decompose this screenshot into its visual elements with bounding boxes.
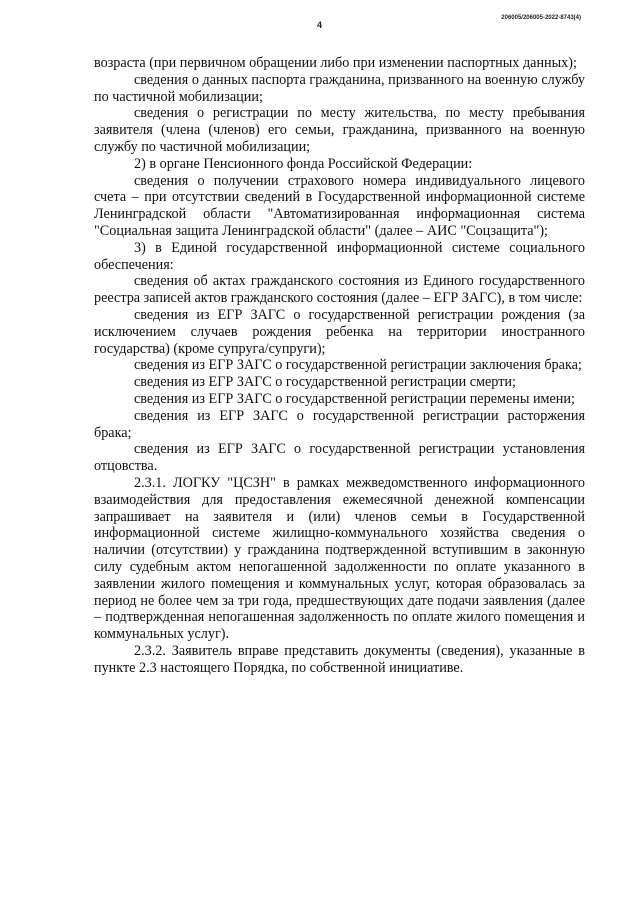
paragraph: возраста (при первичном обращении либо при изменении паспортных данных);: [94, 55, 577, 71]
paragraph: сведения из ЕГР ЗАГС о государственной регистрации расторжения брака;: [94, 407, 585, 441]
paragraph: 2.3.2. Заявитель вправе представить документы (сведения), указанные в пункте 2.3 настоящего Порядка, по собственной инициативе.: [94, 642, 585, 676]
paragraph: сведения о данных паспорта гражданина, призванного на военную службу по частичной мобилизации;: [94, 71, 585, 105]
paragraph: сведения из ЕГР ЗАГС о государственной регистрации смерти;: [134, 374, 516, 391]
paragraph: сведения о получении страхового номера индивидуального лицевого счета – при отсутствии сведений в Государственной информационной системе Ленинградской области "Автоматизированная информационная система "Социальная защита Ленинградской области" (далее – АИС "Соцзащита");: [94, 172, 585, 239]
document-body: [94, 55, 585, 676]
paragraph: 3) в Единой государственной информационной системе социального обеспечения:: [94, 239, 585, 273]
paragraph: 2) в органе Пенсионного фонда Российской Федерации:: [134, 155, 473, 172]
document-code: 206005/206005-2022-8743(4): [501, 15, 581, 21]
paragraph: сведения из ЕГР ЗАГС о государственной регистрации рождения (за исключением случаев рождения ребенка на территории иностранного государства) (кроме супруга/супруги);: [94, 306, 585, 357]
paragraph: 2.3.1. ЛОГКУ "ЦСЗН" в рамках межведомственного информационного взаимодействия для предоставления ежемесячной денежной компенсации запрашивает на заявителя и (или) членов семьи в Государственной информационной системе жилищно-коммунального хозяйства сведения о наличии (отсутствии) у гражданина подтвержденной вступившим в законную силу судебным актом непогашенной задолженности по оплате указанного в заявлении жилого помещения и коммунальных услуг, которая образовалась за период не более чем за три года, предшествующих дате подачи заявления (далее – подтвержденная непогашенная задолженность по оплате жилого помещения и коммунальных услуг).: [94, 474, 585, 643]
paragraph: сведения из ЕГР ЗАГС о государственной регистрации установления отцовства.: [94, 441, 585, 475]
paragraph: сведения из ЕГР ЗАГС о государственной регистрации перемены имени;: [134, 390, 575, 407]
page-number: 4: [316, 20, 322, 30]
paragraph: сведения из ЕГР ЗАГС о государственной регистрации заключения брака;: [134, 357, 582, 374]
paragraph: сведения о регистрации по месту жительства, по месту пребывания заявителя (члена (членов) его семьи, гражданина, призванного на военную службу по частичной мобилизации;: [94, 105, 585, 155]
paragraph: сведения об актах гражданского состояния из Единого государственного реестра записей актов гражданского состояния (далее – ЕГР ЗАГС), в том числе:: [94, 273, 585, 307]
